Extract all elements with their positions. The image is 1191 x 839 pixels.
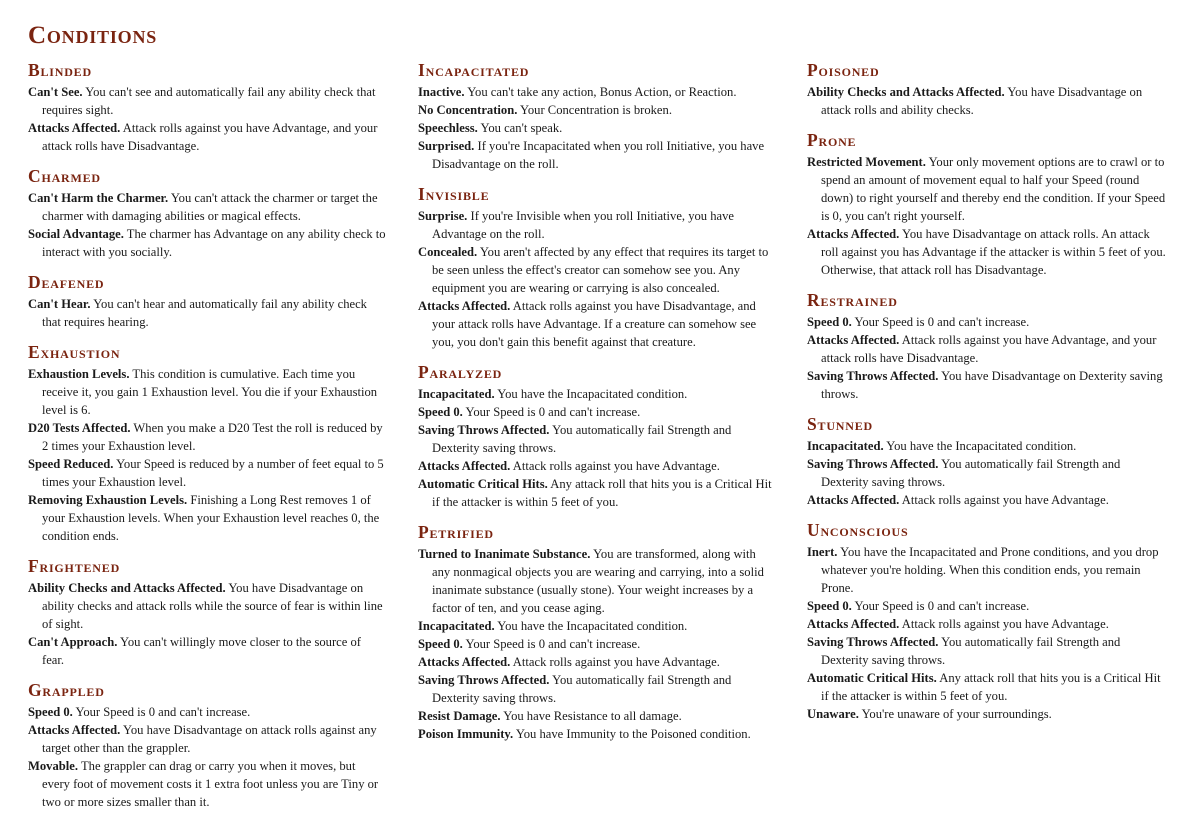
- condition-effect: [28, 119, 386, 155]
- condition-frightened: [28, 556, 386, 669]
- effect-name: Speed 0.: [28, 705, 73, 719]
- condition-effect: [28, 295, 386, 331]
- condition-effect: [807, 543, 1167, 597]
- effect-text: Attack rolls against you have Advantage.: [512, 459, 720, 473]
- effect-name: Saving Throws Affected.: [807, 457, 939, 471]
- effect-name: Attacks Affected.: [807, 227, 900, 241]
- effect-name: No Concentration.: [418, 103, 518, 117]
- effect-text: You can't hear and automatically fail any ability check that requires hearing.: [42, 297, 367, 329]
- condition-effect: [418, 83, 776, 101]
- condition-effect: [418, 707, 776, 725]
- effect-text: You have the Incapacitated condition.: [497, 619, 688, 633]
- condition-effect: [418, 101, 776, 119]
- condition-effect: [807, 633, 1167, 669]
- condition-effect: [28, 721, 386, 757]
- effect-text: Attack rolls against you have Advantage.: [901, 493, 1109, 507]
- effect-text: Attack rolls against you have Advantage, and your attack rolls have Disadvantage.: [42, 121, 378, 153]
- effect-name: Removing Exhaustion Levels.: [28, 493, 188, 507]
- condition-title: Blinded: [28, 60, 92, 80]
- effect-name: Attacks Affected.: [418, 655, 511, 669]
- effect-name: Exhaustion Levels.: [28, 367, 130, 381]
- effect-name: D20 Tests Affected.: [28, 421, 131, 435]
- condition-effect: [807, 313, 1167, 331]
- condition-charmed: [28, 166, 386, 261]
- effect-text: You aren't affected by any effect that requires its target to be seen unless the effect's creator can somehow see you. Any equipment you are wearing or carrying is also concealed.: [432, 245, 769, 295]
- condition-effect: [418, 243, 776, 297]
- effect-text: The charmer has Advantage on any ability check to interact with you socially.: [42, 227, 386, 259]
- condition-effect: [418, 671, 776, 707]
- effect-name: Speechless.: [418, 121, 478, 135]
- condition-effect: [807, 153, 1167, 225]
- condition-effect: [418, 725, 776, 743]
- effect-text: You can't see and automatically fail any ability check that requires sight.: [42, 85, 376, 117]
- condition-effect: [28, 757, 386, 811]
- condition-effect: [418, 653, 776, 671]
- condition-title: Unconscious: [807, 520, 909, 540]
- effect-name: Unaware.: [807, 707, 859, 721]
- condition-effect: [28, 419, 386, 455]
- column-3: [807, 60, 1167, 734]
- condition-effect: [28, 633, 386, 669]
- effect-name: Saving Throws Affected.: [807, 635, 939, 649]
- condition-effect: [418, 119, 776, 137]
- effect-name: Can't Approach.: [28, 635, 118, 649]
- effect-text: You have Resistance to all damage.: [503, 709, 682, 723]
- condition-title: Incapacitated: [418, 60, 530, 80]
- condition-incapacitated: [418, 60, 776, 173]
- condition-invisible: [418, 184, 776, 351]
- effect-text: You have Disadvantage on ability checks and attack rolls while the source of fear is within line of sight.: [42, 581, 383, 631]
- effect-text: You have the Incapacitated condition.: [886, 439, 1077, 453]
- effect-name: Automatic Critical Hits.: [418, 477, 548, 491]
- effect-text: When you make a D20 Test the roll is reduced by 2 times your Exhaustion level.: [42, 421, 383, 453]
- effect-name: Speed 0.: [807, 599, 852, 613]
- effect-text: Your only movement options are to crawl or to spend an amount of movement equal to half your Speed (round down) to right yourself and thereby end the condition. If your Speed is 0, you can't right yourself.: [821, 155, 1166, 223]
- effect-text: Your Speed is reduced by a number of feet equal to 5 times your Exhaustion level.: [42, 457, 384, 489]
- effect-text: You are transformed, along with any nonmagical objects you are wearing and carrying, into a solid inanimate substance (usually stone). Your weight increases by a factor of ten, and you cease aging.: [432, 547, 764, 615]
- effect-name: Attacks Affected.: [418, 459, 511, 473]
- effect-name: Social Advantage.: [28, 227, 124, 241]
- effect-name: Speed 0.: [807, 315, 852, 329]
- effect-name: Speed Reduced.: [28, 457, 114, 471]
- effect-name: Saving Throws Affected.: [418, 423, 550, 437]
- effect-text: You automatically fail Strength and Dexterity saving throws.: [432, 423, 732, 455]
- effect-text: You can't speak.: [480, 121, 563, 135]
- condition-effect: [28, 491, 386, 545]
- effect-text: If you're Invisible when you roll Initiative, you have Advantage on the roll.: [432, 209, 735, 241]
- effect-text: You're unaware of your surroundings.: [861, 707, 1052, 721]
- condition-effect: [807, 455, 1167, 491]
- effect-text: You have Disadvantage on attack rolls against any target other than the grappler.: [42, 723, 377, 755]
- effect-text: You have Immunity to the Poisoned condition.: [515, 727, 751, 741]
- condition-effect: [807, 615, 1167, 633]
- effect-text: You can't willingly move closer to the source of fear.: [42, 635, 361, 667]
- effect-name: Ability Checks and Attacks Affected.: [807, 85, 1005, 99]
- condition-effect: [807, 597, 1167, 615]
- condition-effect: [28, 703, 386, 721]
- condition-unconscious: [807, 520, 1167, 723]
- effect-name: Speed 0.: [418, 405, 463, 419]
- effect-name: Saving Throws Affected.: [807, 369, 939, 383]
- condition-effect: [807, 225, 1167, 279]
- effect-name: Can't See.: [28, 85, 83, 99]
- effect-name: Incapacitated.: [418, 619, 495, 633]
- condition-title: Restrained: [807, 290, 898, 310]
- effect-name: Surprised.: [418, 139, 475, 153]
- effect-text: Finishing a Long Rest removes 1 of your Exhaustion levels. When your Exhaustion level reaches 0, the condition ends.: [42, 493, 380, 543]
- condition-effect: [807, 331, 1167, 367]
- effect-text: You automatically fail Strength and Dexterity saving throws.: [432, 673, 732, 705]
- effect-name: Attacks Affected.: [807, 617, 900, 631]
- condition-title: Frightened: [28, 556, 121, 576]
- condition-title: Stunned: [807, 414, 874, 434]
- condition-paralyzed: [418, 362, 776, 511]
- effect-text: This condition is cumulative. Each time you receive it, you gain 1 Exhaustion level. You die if your Exhaustion level is 6.: [42, 367, 378, 417]
- condition-effect: [807, 669, 1167, 705]
- condition-restrained: [807, 290, 1167, 403]
- effect-text: If you're Incapacitated when you roll Initiative, you have Disadvantage on the roll.: [432, 139, 765, 171]
- condition-title: Grappled: [28, 680, 105, 700]
- condition-effect: [28, 455, 386, 491]
- effect-text: You can't attack the charmer or target the charmer with damaging abilities or magical effects.: [42, 191, 378, 223]
- effect-text: Attack rolls against you have Advantage.: [901, 617, 1109, 631]
- condition-effect: [418, 421, 776, 457]
- effect-text: Any attack roll that hits you is a Critical Hit if the attacker is within 5 feet of you.: [821, 671, 1161, 703]
- condition-effect: [418, 385, 776, 403]
- condition-effect: [807, 437, 1167, 455]
- condition-effect: [418, 545, 776, 617]
- effect-name: Saving Throws Affected.: [418, 673, 550, 687]
- page-title: Conditions: [28, 22, 158, 49]
- condition-effect: [28, 579, 386, 633]
- effect-text: You have the Incapacitated condition.: [497, 387, 688, 401]
- condition-effect: [28, 225, 386, 261]
- effect-text: You can't take any action, Bonus Action, or Reaction.: [467, 85, 737, 99]
- condition-title: Charmed: [28, 166, 101, 186]
- effect-name: Restricted Movement.: [807, 155, 926, 169]
- effect-name: Ability Checks and Attacks Affected.: [28, 581, 226, 595]
- condition-title: Paralyzed: [418, 362, 503, 382]
- column-2: [418, 60, 776, 754]
- condition-effect: [28, 189, 386, 225]
- effect-text: Any attack roll that hits you is a Critical Hit if the attacker is within 5 feet of you.: [432, 477, 772, 509]
- effect-name: Inactive.: [418, 85, 465, 99]
- effect-name: Attacks Affected.: [28, 121, 121, 135]
- condition-title: Exhaustion: [28, 342, 121, 362]
- condition-effect: [807, 491, 1167, 509]
- effect-name: Automatic Critical Hits.: [807, 671, 937, 685]
- condition-prone: [807, 130, 1167, 279]
- effect-text: You have Disadvantage on attack rolls and ability checks.: [821, 85, 1143, 117]
- effect-name: Speed 0.: [418, 637, 463, 651]
- effect-text: You have Disadvantage on attack rolls. An attack roll against you has Advantage if the attacker is within 5 feet of you. Otherwise, that attack roll has Disadvantage.: [821, 227, 1166, 277]
- effect-text: You automatically fail Strength and Dexterity saving throws.: [821, 457, 1121, 489]
- condition-title: Invisible: [418, 184, 490, 204]
- effect-name: Inert.: [807, 545, 838, 559]
- effect-text: Your Speed is 0 and can't increase.: [465, 405, 641, 419]
- effect-name: Attacks Affected.: [807, 333, 900, 347]
- condition-title: Poisoned: [807, 60, 880, 80]
- effect-text: Your Speed is 0 and can't increase.: [465, 637, 641, 651]
- condition-effect: [418, 297, 776, 351]
- effect-name: Poison Immunity.: [418, 727, 514, 741]
- effect-text: The grappler can drag or carry you when it moves, but every foot of movement costs it 1 extra foot unless you are Tiny or two or more sizes smaller than it.: [42, 759, 379, 809]
- effect-name: Incapacitated.: [418, 387, 495, 401]
- effect-name: Incapacitated.: [807, 439, 884, 453]
- condition-title: Prone: [807, 130, 857, 150]
- condition-effect: [418, 457, 776, 475]
- condition-effect: [28, 365, 386, 419]
- effect-text: Attack rolls against you have Disadvantage, and your attack rolls have Advantage. If a creature can somehow see you, you don't gain this benefit against that creature.: [432, 299, 757, 349]
- effect-name: Surprise.: [418, 209, 468, 223]
- effect-text: Your Speed is 0 and can't increase.: [75, 705, 251, 719]
- column-1: [28, 60, 386, 822]
- effect-name: Can't Harm the Charmer.: [28, 191, 169, 205]
- effect-text: Your Speed is 0 and can't increase.: [854, 315, 1030, 329]
- condition-effect: [418, 635, 776, 653]
- effect-name: Can't Hear.: [28, 297, 91, 311]
- condition-grappled: [28, 680, 386, 811]
- effect-name: Concealed.: [418, 245, 478, 259]
- condition-deafened: [28, 272, 386, 331]
- condition-stunned: [807, 414, 1167, 509]
- effect-name: Resist Damage.: [418, 709, 501, 723]
- effect-text: Attack rolls against you have Advantage, and your attack rolls have Disadvantage.: [821, 333, 1157, 365]
- effect-text: You have the Incapacitated and Prone conditions, and you drop whatever you're holding. When this condition ends, you remain Prone.: [821, 545, 1159, 595]
- effect-name: Attacks Affected.: [807, 493, 900, 507]
- effect-name: Attacks Affected.: [28, 723, 121, 737]
- condition-effect: [418, 403, 776, 421]
- condition-poisoned: [807, 60, 1167, 119]
- condition-title: Petrified: [418, 522, 494, 542]
- condition-effect: [418, 475, 776, 511]
- effect-name: Turned to Inanimate Substance.: [418, 547, 591, 561]
- effect-name: Movable.: [28, 759, 79, 773]
- condition-exhaustion: [28, 342, 386, 545]
- condition-effect: [807, 705, 1167, 723]
- condition-petrified: [418, 522, 776, 743]
- condition-effect: [418, 137, 776, 173]
- condition-effect: [807, 367, 1167, 403]
- effect-text: Your Speed is 0 and can't increase.: [854, 599, 1030, 613]
- condition-effect: [418, 207, 776, 243]
- effect-text: Attack rolls against you have Advantage.: [512, 655, 720, 669]
- condition-effect: [807, 83, 1167, 119]
- condition-effect: [28, 83, 386, 119]
- effect-text: You automatically fail Strength and Dexterity saving throws.: [821, 635, 1121, 667]
- effect-text: Your Concentration is broken.: [520, 103, 672, 117]
- condition-blinded: [28, 60, 386, 155]
- effect-name: Attacks Affected.: [418, 299, 511, 313]
- condition-effect: [418, 617, 776, 635]
- condition-title: Deafened: [28, 272, 105, 292]
- effect-text: You have Disadvantage on Dexterity saving throws.: [821, 369, 1163, 401]
